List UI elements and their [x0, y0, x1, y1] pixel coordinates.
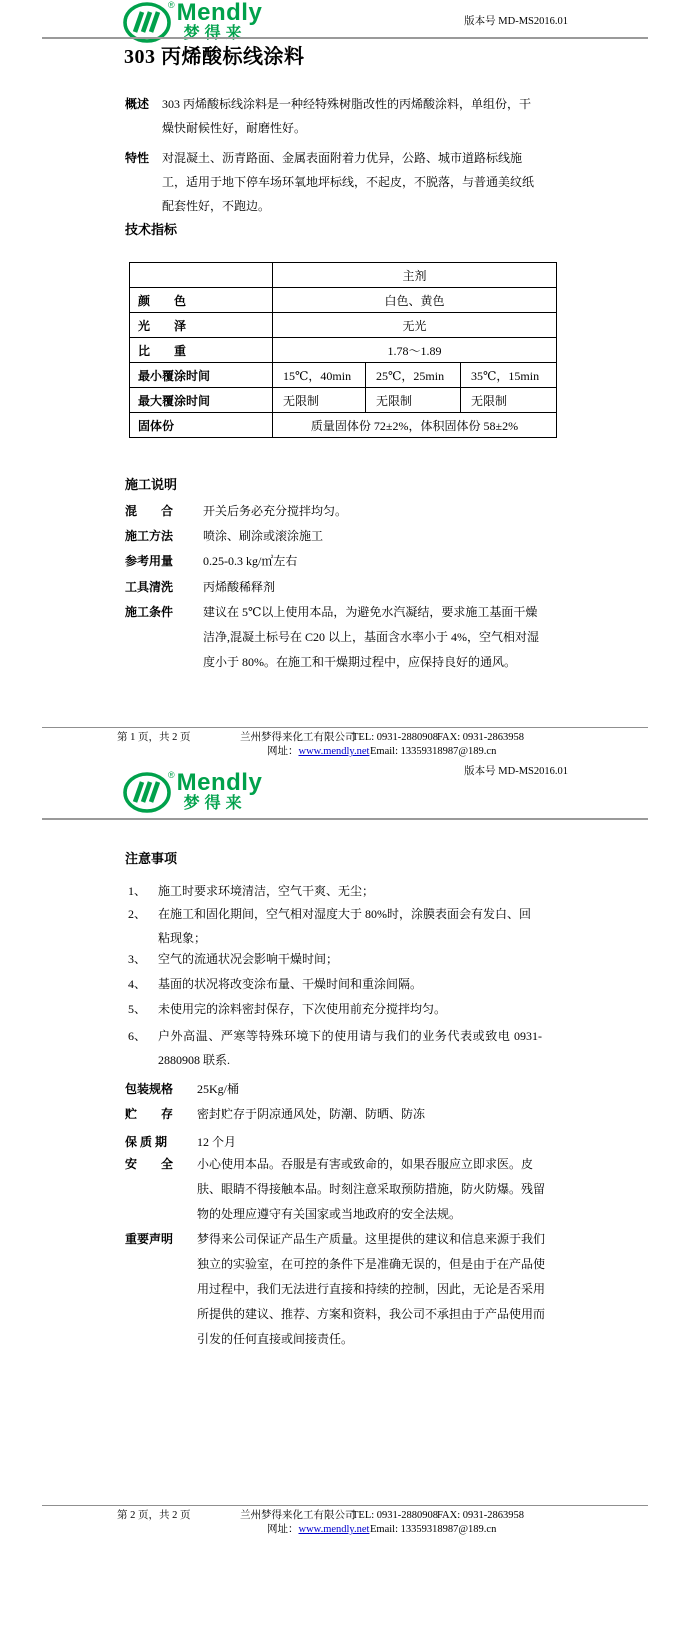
info-label: 包装规格 — [125, 1082, 174, 1096]
footer-page-number: 第 1 页，共 2 页 — [117, 732, 191, 743]
version-label: 版本号 MD-MS2016.01 — [464, 766, 568, 777]
website-link[interactable]: www.mendly.net — [298, 746, 370, 757]
construction-item — [125, 499, 540, 524]
note-text: 施工时要求环境清洁，空气干爽、无尘； — [158, 884, 375, 898]
section-overview — [125, 92, 542, 140]
feature-text: 对混凝土、沥青路面、金属表面附着力优异，公路、城市道路标线施工，适用于地下停车场环氧地坪标线，不起皮，不脱落，与普通美纹纸配套性好，不跑边。 — [162, 151, 535, 213]
spec-table — [129, 262, 557, 438]
row-value: 1.78～1.89 — [273, 338, 557, 363]
row-cell: 无限制 — [273, 388, 366, 413]
row-value: 无光 — [273, 313, 557, 338]
note-number: 1、 — [128, 884, 147, 898]
item-label: 施工方法 — [125, 529, 174, 543]
table-row — [130, 338, 557, 363]
item-text: 丙烯酸稀释剂 — [203, 580, 276, 594]
row-value: 质量固体份 72±2%，体积固体份 58±2% — [273, 413, 557, 438]
construction-heading: 施工说明 — [125, 477, 178, 492]
note-text: 户外高温、严寒等特殊环境下的使用请与我们的业务代表或致电 0931-2880908 联系. — [158, 1029, 542, 1067]
footer-tel: TEL: 0931-2880908 — [352, 1510, 439, 1521]
footer-company-name: 兰州梦得来化工有限公司 — [240, 732, 356, 743]
info-text: 25Kg/桶 — [197, 1082, 240, 1096]
construction-item — [125, 600, 540, 675]
info-label: 保 质 期 — [125, 1135, 168, 1149]
header-rule — [42, 818, 648, 820]
website-link[interactable]: www.mendly.net — [298, 1524, 370, 1535]
notes-heading: 注意事项 — [125, 851, 178, 866]
row-cell: 无限制 — [461, 388, 557, 413]
note-item — [128, 1024, 542, 1072]
info-label: 安 全 — [125, 1157, 174, 1171]
table-row — [130, 388, 557, 413]
info-item — [125, 1227, 555, 1352]
info-item — [125, 1077, 555, 1102]
table-main-header: 主剂 — [273, 263, 557, 288]
registered-trademark: ® — [168, 770, 175, 780]
row-cell: 无限制 — [366, 388, 461, 413]
row-label: 最小覆涂时间 — [130, 363, 273, 388]
brand-text — [177, 771, 263, 813]
info-text: 密封贮存于阴凉通风处，防潮、防晒、防冻 — [197, 1107, 426, 1121]
info-item — [125, 1102, 555, 1127]
note-number: 3、 — [128, 952, 147, 966]
construction-item — [125, 524, 540, 549]
row-label: 固体份 — [130, 413, 273, 438]
tech-heading: 技术指标 — [125, 222, 178, 237]
footer-website — [267, 1523, 369, 1536]
info-text: 小心使用本品。吞服是有害或致命的，如果吞服应立即求医。皮肤、眼睛不得接触本品。时刻注意采取预防措施，防火防爆。残留物的处理应遵守有关国家或当地政府的安全法规。 — [197, 1157, 546, 1221]
row-value: 白色、黄色 — [273, 288, 557, 313]
page-title: 303 丙烯酸标线涂料 — [124, 46, 305, 68]
brand-name-cn: 梦得来 — [183, 25, 247, 42]
item-label: 参考用量 — [125, 554, 174, 568]
table-row — [130, 288, 557, 313]
page-1 — [0, 0, 687, 757]
page-2 — [0, 738, 687, 1638]
overview-text: 303 丙烯酸标线涂料是一种经特殊树脂改性的丙烯酸涂料，单组份，干燥快耐候性好，耐磨性好。 — [162, 97, 532, 135]
website-label: 网址： — [267, 1524, 299, 1535]
item-text: 开关后务必充分搅拌均匀。 — [203, 504, 348, 518]
footer-fax: FAX: 0931-2863958 — [437, 732, 525, 743]
footer-company-name: 兰州梦得来化工有限公司 — [240, 1510, 356, 1521]
row-cell: 15℃，40min — [273, 363, 366, 388]
item-label: 施工条件 — [125, 605, 174, 619]
note-item — [128, 947, 542, 971]
info-label: 重要声明 — [125, 1232, 174, 1246]
note-text: 未使用完的涂料密封保存，下次使用前充分搅拌均匀。 — [158, 1002, 447, 1016]
item-text: 0.25-0.3 kg/㎡左右 — [203, 554, 298, 568]
note-number: 4、 — [128, 977, 147, 991]
footer-tel: TEL: 0931-2880908 — [352, 732, 439, 743]
item-text: 喷涂、刷涂或滚涂施工 — [203, 529, 324, 543]
row-label: 最大覆涂时间 — [130, 388, 273, 413]
note-number: 2、 — [128, 907, 147, 921]
overview-label: 概述 — [125, 97, 150, 111]
version-label: 版本号 MD-MS2016.01 — [464, 16, 568, 27]
footer-rule — [42, 727, 648, 728]
section-feature — [125, 146, 542, 218]
item-label: 混 合 — [125, 504, 174, 518]
note-item — [128, 879, 542, 903]
note-text: 基面的状况将改变涂布量、干燥时间和重涂间隔。 — [158, 977, 423, 991]
mendly-logo-icon — [122, 771, 174, 814]
table-row — [130, 363, 557, 388]
brand-name-en: Mendly — [176, 0, 263, 26]
table-row — [130, 263, 557, 288]
table-row — [130, 413, 557, 438]
row-cell: 25℃，25min — [366, 363, 461, 388]
row-label: 光 泽 — [130, 313, 273, 338]
construction-item — [125, 575, 540, 600]
feature-label: 特性 — [125, 151, 150, 165]
footer-page-number: 第 2 页，共 2 页 — [117, 1510, 191, 1521]
brand-logo — [122, 771, 262, 814]
row-label: 颜 色 — [130, 288, 273, 313]
info-text: 梦得来公司保证产品生产质量。这里提供的建议和信息来源于我们独立的实验室，在可控的条件下是准确无误的，但是由于在产品使用过程中，我们无法进行直接和持续的控制，因此，无论是否采用所提供的建议、推荐、方案和资料，我公司不承担由于产品使用而引发的任何直接或间接责任。 — [197, 1232, 546, 1346]
header-rule — [42, 37, 648, 39]
info-item — [125, 1152, 555, 1227]
row-label: 比 重 — [130, 338, 273, 363]
item-text: 建议在 5℃以上使用本品，为避免水汽凝结，要求施工基面干燥洁净,混凝土标号在 C20 以上，基面含水率小于 4%，空气相对湿度小于 80%。在施工和干燥期过程中，应保持良好的通风。 — [203, 605, 540, 669]
construction-item — [125, 549, 540, 574]
note-text: 在施工和固化期间，空气相对湿度大于 80%时，涂膜表面会有发白、回粘现象； — [158, 907, 531, 945]
brand-name-en: Mendly — [176, 769, 263, 796]
info-text: 12 个月 — [197, 1135, 237, 1149]
note-item — [128, 972, 542, 996]
table-row — [130, 313, 557, 338]
website-label: 网址： — [267, 746, 299, 757]
row-cell: 35℃，15min — [461, 363, 557, 388]
note-text: 空气的流通状况会影响干燥时间； — [158, 952, 339, 966]
item-label: 工具清洗 — [125, 580, 174, 594]
note-item — [128, 997, 542, 1021]
note-number: 6、 — [128, 1029, 147, 1043]
footer-fax: FAX: 0931-2863958 — [437, 1510, 525, 1521]
brand-name-cn: 梦得来 — [183, 795, 247, 812]
footer-email: Email: 13359318987@189.cn — [370, 746, 497, 757]
info-label: 贮 存 — [125, 1107, 174, 1121]
registered-trademark: ® — [168, 0, 175, 10]
footer-email: Email: 13359318987@189.cn — [370, 1524, 497, 1535]
note-item — [128, 902, 542, 950]
note-number: 5、 — [128, 1002, 147, 1016]
footer-rule — [42, 1505, 648, 1506]
